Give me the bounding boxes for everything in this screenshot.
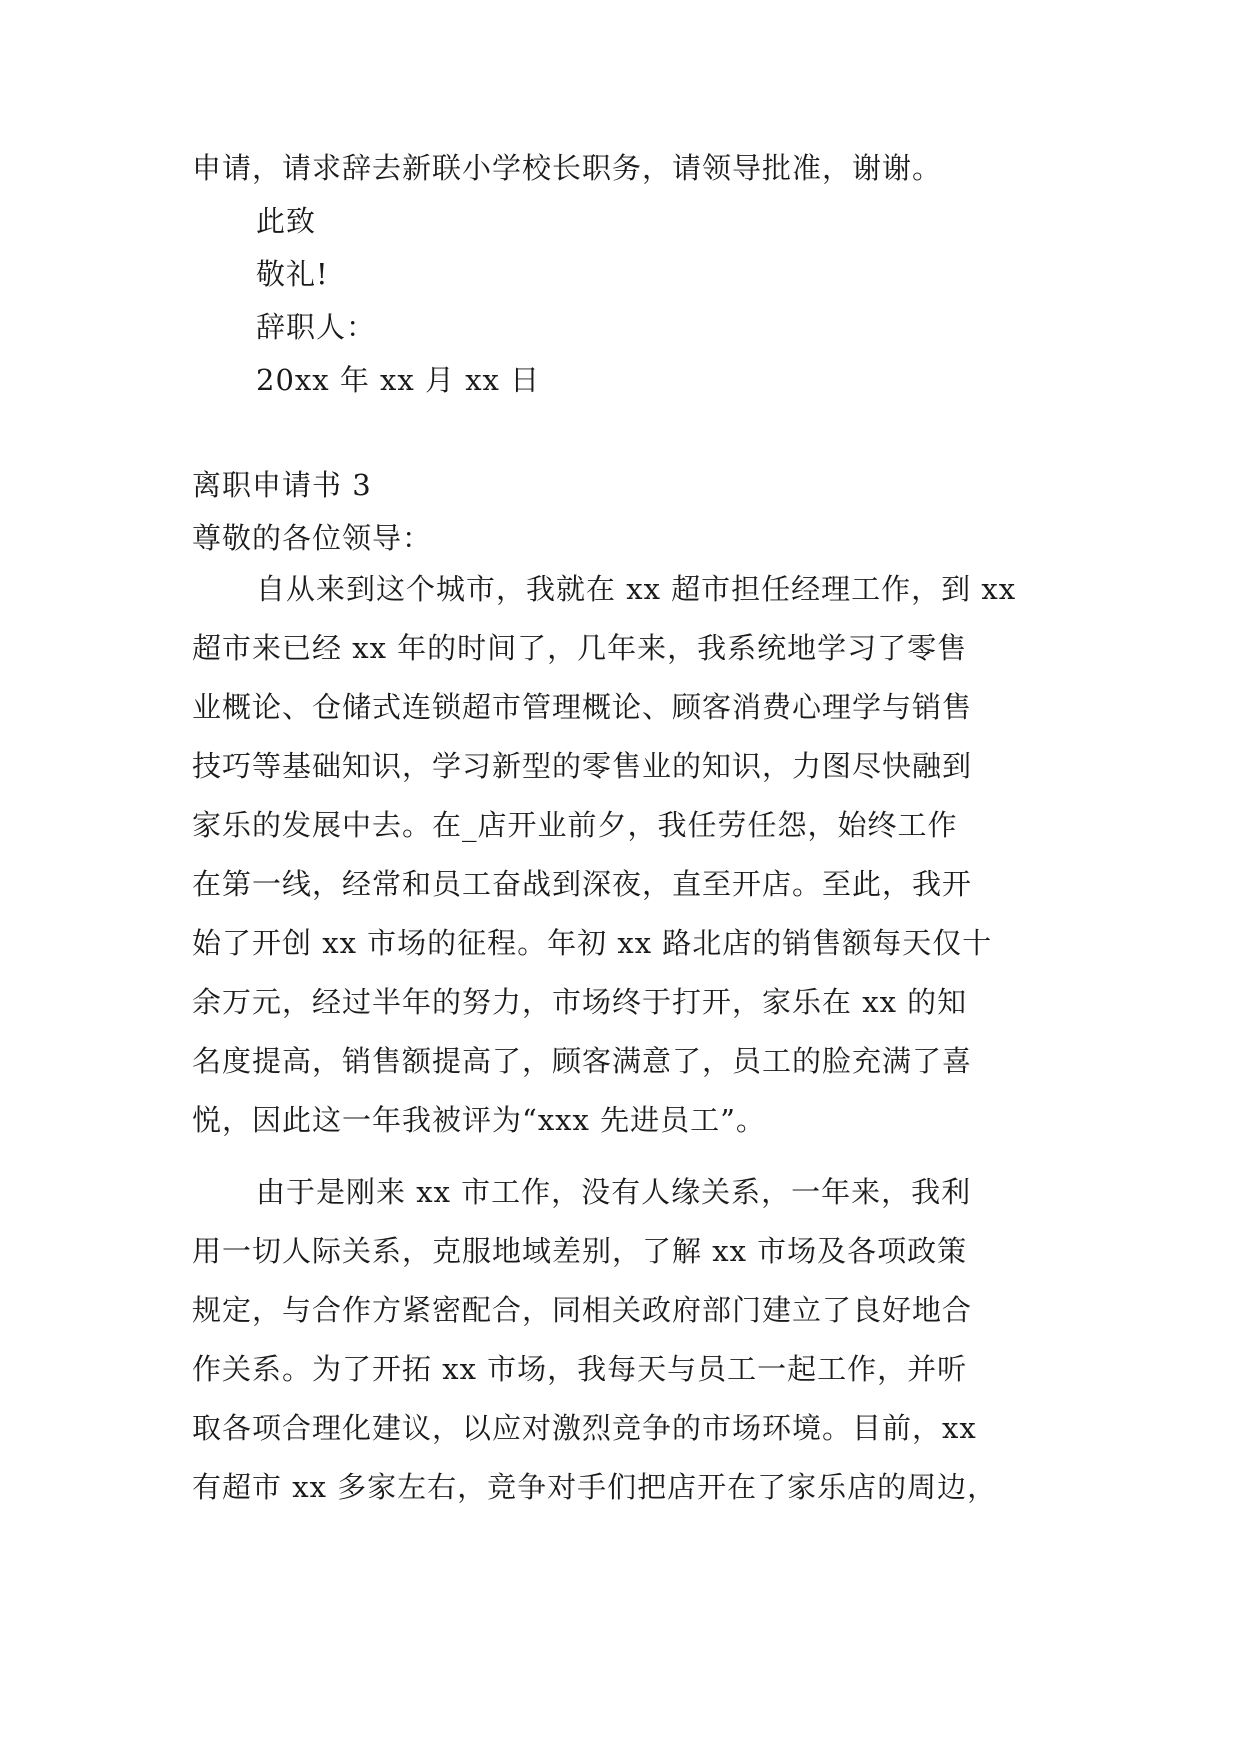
paragraph-line: 超市来已经 xx 年的时间了，几年来，我系统地学习了零售 [192,631,968,665]
paragraph-line: 用一切人际关系，克服地域差别，了解 xx 市场及各项政策 [192,1234,968,1268]
paragraph-line: 业概论、仓储式连锁超市管理概论、顾客消费心理学与销售 [192,690,973,724]
letter2-tail-line: 申请，请求辞去新联小学校长职务，请领导批准，谢谢。 [192,151,943,185]
paragraph-line: 有超市 xx 多家左右，竞争对手们把店开在了家乐店的周边， [192,1470,998,1504]
paragraph-line: 规定，与合作方紧密配合，同相关政府部门建立了良好地合 [192,1293,973,1327]
paragraph-2 [192,1163,1062,1517]
salutation: 尊敬的各位领导： [192,521,433,555]
section-title: 离职申请书 3 [192,468,372,502]
paragraph-line: 取各项合理化建议，以应对激烈竞争的市场环境。目前，xx [192,1411,977,1445]
paragraph-line: 名度提高，销售额提高了，顾客满意了，员工的脸充满了喜 [192,1044,973,1078]
paragraph-line: 作关系。为了开拓 xx 市场，我每天与员工一起工作，并听 [192,1352,968,1386]
paragraph-1 [192,560,1062,1150]
paragraph-line: 始了开创 xx 市场的征程。年初 xx 路北店的销售额每天仅十 [192,926,993,960]
paragraph-line: 悦，因此这一年我被评为“xxx 先进员工”。 [192,1103,766,1137]
closing-ci-zhi: 此致 [256,204,317,238]
signer-label: 辞职人： [256,310,377,344]
paragraph-line: 由于是刚来 xx 市工作，没有人缘关系，一年来，我利 [256,1175,972,1209]
closing-jing-li: 敬礼! [256,257,329,291]
paragraph-line: 家乐的发展中去。在_店开业前夕，我任劳任怨，始终工作 [192,808,958,842]
letter-date: 20xx 年 xx 月 xx 日 [256,363,541,397]
paragraph-line: 技巧等基础知识，学习新型的零售业的知识，力图尽快融到 [192,749,973,783]
paragraph-line: 自从来到这个城市，我就在 xx 超市担任经理工作，到 xx [256,572,1017,606]
paragraph-line: 余万元，经过半年的努力，市场终于打开，家乐在 xx 的知 [192,985,968,1019]
paragraph-line: 在第一线，经常和员工奋战到深夜，直至开店。至此，我开 [192,867,973,901]
